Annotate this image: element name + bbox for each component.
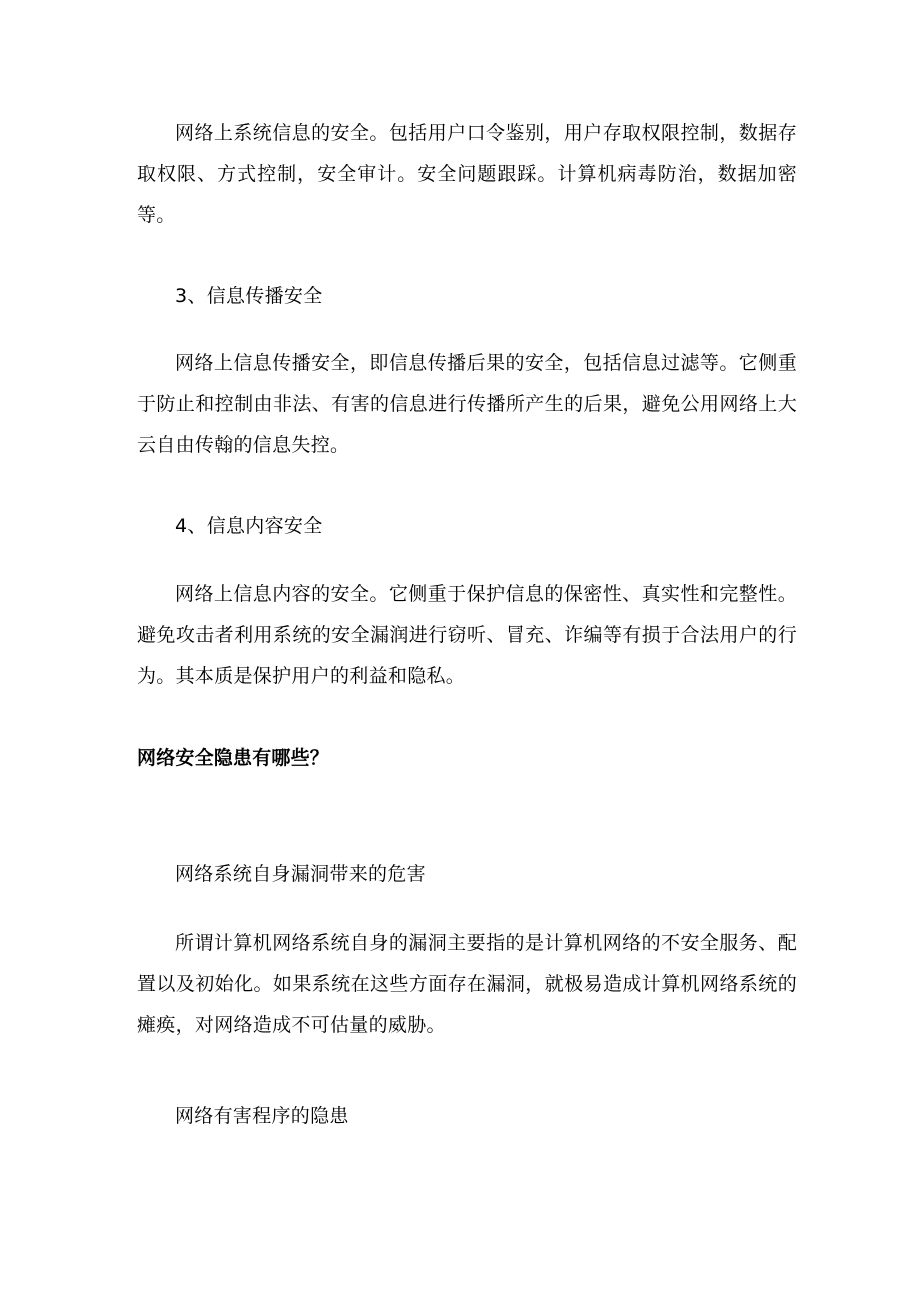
paragraph-system-info-security: 网络上系统信息的安全。包括用户口令鉴别，用户存取权限控制，数据存取权限、方式控制，安全审计。安全问题跟踩。计算机病毒防治，数据加密等。 (137, 122, 797, 226)
subheading-malware-risk: 网络有害程序的隐患 (175, 1105, 349, 1127)
paragraph-content-security: 网络上信息内容的安全。它侧重于保护信息的保密性、真实性和完整性。避免攻击者利用系统的安全漏润进行窃听、冒充、诈编等有损于合法用户的行为。其本质是保护用户的利益和隐私。 (137, 583, 797, 687)
paragraph-propagation-security: 网络上信息传播安全，即信息传播后果的安全，包括信息过滤等。它侧重于防止和控制由非法、有害的信息进行传播所产生的后果，避免公用网络上大云自由传翰的信息失控。 (137, 352, 797, 456)
section-title-content-security: 4、信息内容安全 (175, 515, 323, 537)
section-title-propagation-security: 3、信息传播安全 (175, 285, 323, 307)
question-heading: 网络安全隐患有哪些？ (137, 747, 330, 769)
subheading-system-vulnerability: 网络系统自身漏洞带来的危害 (175, 863, 426, 885)
paragraph-system-vulnerability: 所谓计算机网络系统自身的漏洞主要指的是计算机网络的不安全服务、配置以及初始化。如果系统在这些方面存在漏洞，就极易造成计算机网络系统的瘫痪，对网络造成不可估量的威胁。 (137, 932, 797, 1036)
